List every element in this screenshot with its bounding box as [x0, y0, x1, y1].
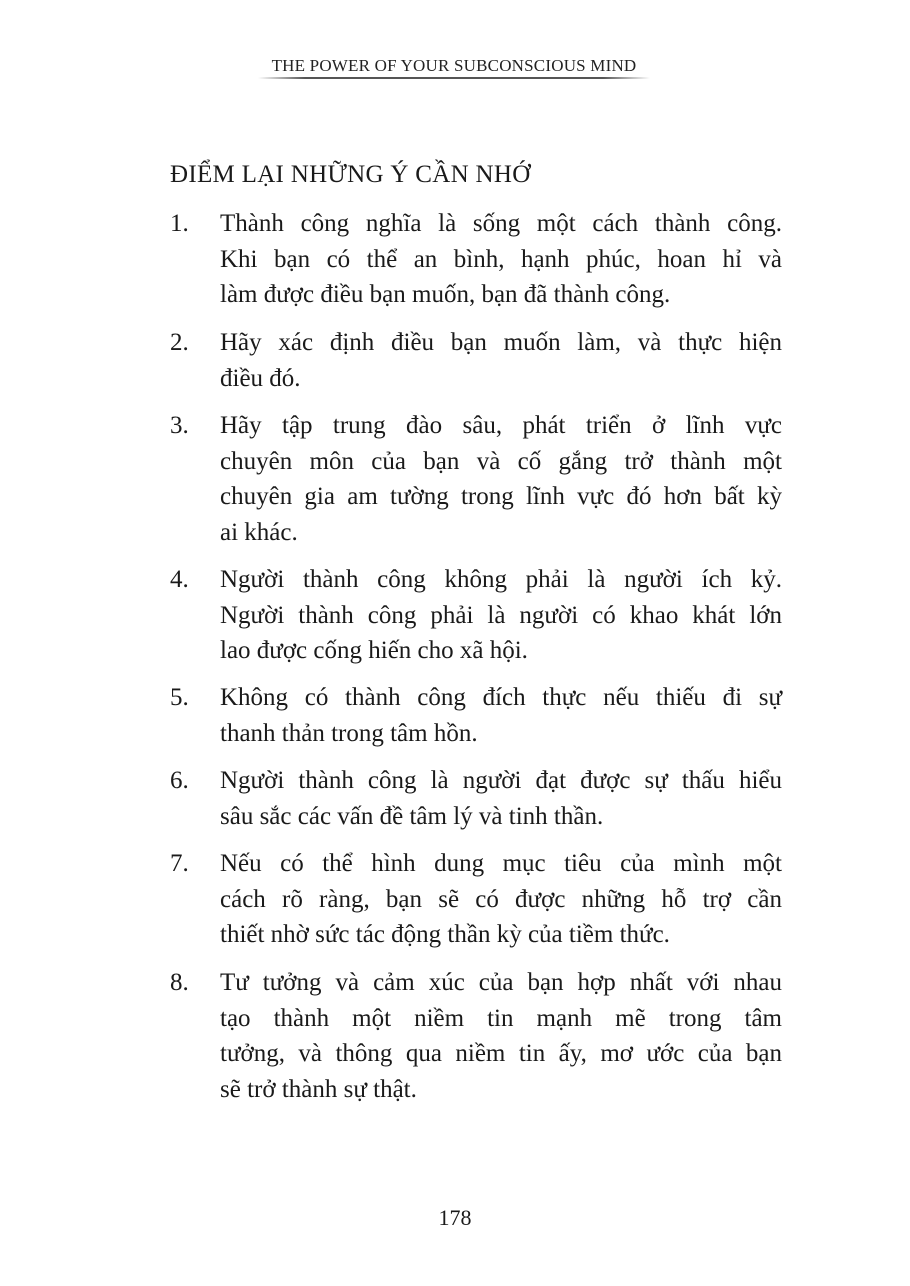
list-item-text	[220, 846, 782, 953]
list-item	[170, 763, 782, 834]
list-item-line: sẽ trở thành sự thật.	[220, 1075, 417, 1103]
list-item-number: 8.	[170, 969, 189, 996]
list-item-line: ai khác.	[220, 518, 298, 546]
list-item-text	[220, 562, 782, 669]
list-item-number: 1.	[170, 210, 189, 237]
list-item-number: 6.	[170, 767, 189, 794]
list-item	[170, 965, 782, 1107]
list-item-text	[220, 763, 782, 834]
list-item-line: Người thành công không phải là người ích kỷ.	[220, 566, 782, 593]
page-number: 178	[438, 1205, 472, 1230]
list-item-line: Nếu có thể hình dung mục tiêu của mình một	[220, 850, 782, 877]
running-header: THE POWER OF YOUR SUBCONSCIOUS MIND	[271, 56, 637, 75]
list-item-number: 5.	[170, 684, 189, 711]
list-item-line: làm được điều bạn muốn, bạn đã thành công.	[220, 281, 671, 308]
list-item	[170, 680, 782, 751]
list-item-line: Hãy tập trung đào sâu, phát triển ở lĩnh vực	[220, 412, 782, 439]
list-item-number: 7.	[170, 850, 189, 877]
list-item-line: Người thành công phải là người có khao khát lớn	[220, 601, 782, 629]
list-item-line: lao được cống hiến cho xã hội.	[220, 637, 528, 664]
list-item-line: Tư tưởng và cảm xúc của bạn hợp nhất với nhau	[220, 969, 782, 996]
list-item	[170, 206, 782, 313]
list-item-line: cách rõ ràng, bạn sẽ có được những hỗ trợ cần	[220, 885, 782, 913]
list-item-line: Hãy xác định điều bạn muốn làm, và thực hiện	[220, 329, 782, 356]
list-item-number: 3.	[170, 412, 189, 439]
list-item-line: Khi bạn có thể an bình, hạnh phúc, hoan hỉ và	[220, 245, 782, 273]
list-item	[170, 408, 782, 550]
list-item-text	[220, 680, 782, 751]
list-item-number: 4.	[170, 566, 189, 593]
list-item-line: Không có thành công đích thực nếu thiếu đi sự	[220, 684, 782, 711]
list-item	[170, 562, 782, 669]
list-item-line: điều đó.	[220, 364, 301, 392]
list-item-text	[220, 408, 782, 550]
list-item-line: Thành công nghĩa là sống một cách thành công.	[220, 210, 782, 237]
list-item-line: thiết nhờ sức tác động thần kỳ của tiềm thức.	[220, 921, 670, 948]
list-item-text	[220, 965, 782, 1107]
header-rule	[258, 77, 650, 79]
list-item-number: 2.	[170, 329, 189, 356]
list-item-line: chuyên môn của bạn và cố gắng trở thành một	[220, 447, 782, 475]
section-title: ĐIỂM LẠI NHỮNG Ý CẦN NHỚ	[170, 161, 531, 188]
list-item-line: Người thành công là người đạt được sự thấu hiểu	[220, 767, 782, 794]
list-item-line: thanh thản trong tâm hồn.	[220, 719, 478, 747]
list-item	[170, 325, 782, 396]
list-item-text	[220, 206, 782, 313]
list-item	[170, 846, 782, 953]
list-item-line: tưởng, và thông qua niềm tin ấy, mơ ước của bạn	[220, 1040, 782, 1067]
list-item-line: chuyên gia am tường trong lĩnh vực đó hơn bất kỳ	[220, 483, 782, 510]
list-item-line: tạo thành một niềm tin mạnh mẽ trong tâm	[220, 1004, 782, 1032]
list-item-text	[220, 325, 782, 396]
list-item-line: sâu sắc các vấn đề tâm lý và tinh thần.	[220, 802, 604, 830]
